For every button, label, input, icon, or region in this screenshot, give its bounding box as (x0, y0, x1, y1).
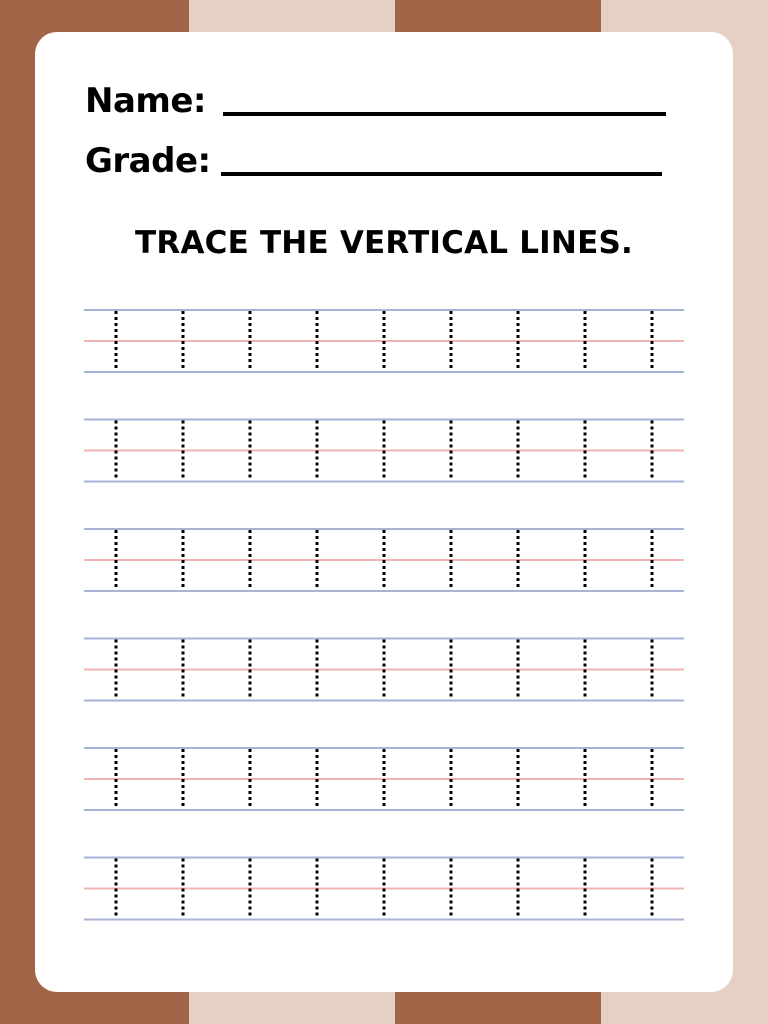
name-field (85, 81, 666, 121)
tracing-row (84, 639, 684, 701)
name-label: Name: (85, 81, 206, 121)
tracing-row (84, 858, 684, 920)
worksheet-title: TRACE THE VERTICAL LINES. (135, 225, 633, 261)
tracing-row (84, 420, 684, 482)
tracing-row (84, 529, 684, 591)
grade-field (85, 141, 662, 181)
tracing-row (84, 310, 684, 372)
worksheet-card (35, 32, 733, 992)
grade-label: Grade: (85, 141, 211, 181)
tracing-row (84, 748, 684, 810)
tracing-area (84, 304, 684, 984)
grade-write-line[interactable] (221, 172, 662, 176)
name-write-line[interactable] (223, 112, 666, 116)
tracing-lines (84, 304, 684, 984)
